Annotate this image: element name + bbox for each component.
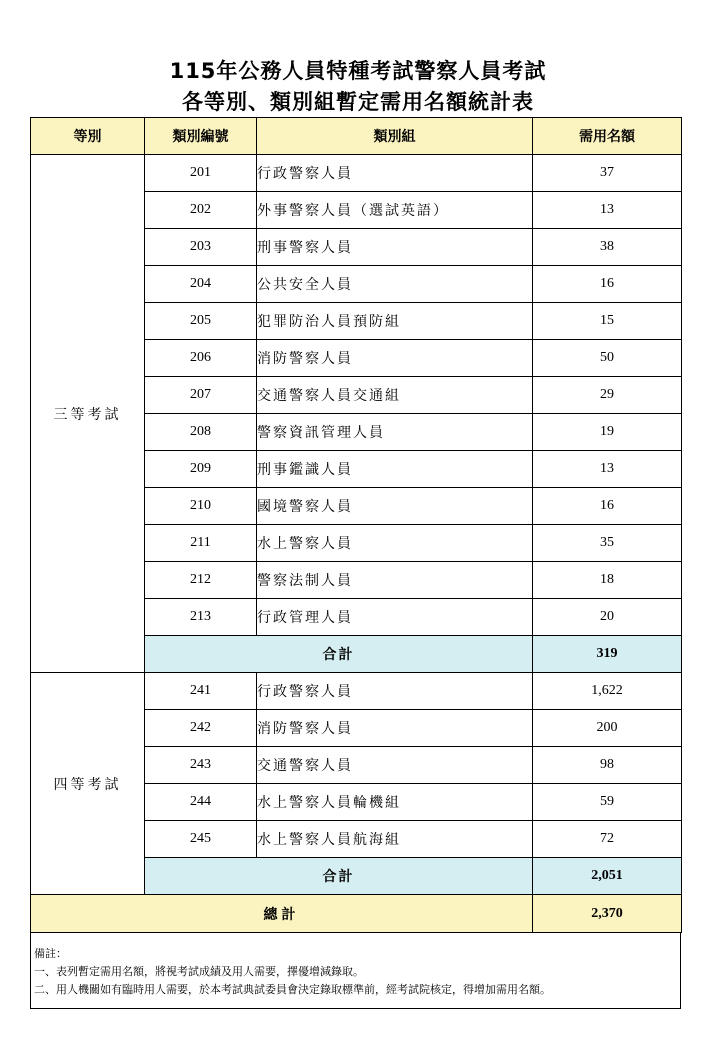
code-cell: 245 xyxy=(145,821,257,858)
code-cell: 201 xyxy=(145,155,257,192)
count-cell: 20 xyxy=(533,599,682,636)
count-cell: 98 xyxy=(533,747,682,784)
category-cell: 警察法制人員 xyxy=(257,562,533,599)
category-cell: 消防警察人員 xyxy=(257,710,533,747)
code-cell: 212 xyxy=(145,562,257,599)
notes-heading: 備註： xyxy=(34,947,67,960)
code-cell: 211 xyxy=(145,525,257,562)
code-cell: 206 xyxy=(145,340,257,377)
category-cell: 犯罪防治人員預防組 xyxy=(257,303,533,340)
count-cell: 38 xyxy=(533,229,682,266)
category-cell: 國境警察人員 xyxy=(257,488,533,525)
code-cell: 208 xyxy=(145,414,257,451)
code-cell: 207 xyxy=(145,377,257,414)
code-cell: 209 xyxy=(145,451,257,488)
category-cell: 交通警察人員 xyxy=(257,747,533,784)
table-row xyxy=(31,673,682,710)
code-cell: 213 xyxy=(145,599,257,636)
code-cell: 202 xyxy=(145,192,257,229)
category-cell: 行政警察人員 xyxy=(257,673,533,710)
count-cell: 13 xyxy=(533,451,682,488)
code-cell: 244 xyxy=(145,784,257,821)
category-cell: 消防警察人員 xyxy=(257,340,533,377)
category-cell: 行政管理人員 xyxy=(257,599,533,636)
subtotal-label: 合計 xyxy=(145,636,533,673)
category-cell: 刑事警察人員 xyxy=(257,229,533,266)
count-cell: 35 xyxy=(533,525,682,562)
notes-box xyxy=(30,933,681,1009)
count-cell: 15 xyxy=(533,303,682,340)
category-cell: 水上警察人員航海組 xyxy=(257,821,533,858)
count-cell: 72 xyxy=(533,821,682,858)
subtotal-label: 合計 xyxy=(145,858,533,895)
header-category: 類別組 xyxy=(257,118,533,155)
level-cell: 三等考試 xyxy=(31,155,145,673)
category-cell: 交通警察人員交通組 xyxy=(257,377,533,414)
total-label: 總計 xyxy=(31,895,533,933)
code-cell: 242 xyxy=(145,710,257,747)
note-item: 一、表列暫定需用名額，將視考試成績及用人需要，擇優增減錄取。 xyxy=(34,965,364,978)
count-cell: 18 xyxy=(533,562,682,599)
code-cell: 241 xyxy=(145,673,257,710)
category-cell: 公共安全人員 xyxy=(257,266,533,303)
code-cell: 243 xyxy=(145,747,257,784)
table-row xyxy=(31,155,682,192)
category-cell: 水上警察人員輪機組 xyxy=(257,784,533,821)
count-cell: 29 xyxy=(533,377,682,414)
count-cell: 13 xyxy=(533,192,682,229)
page-subtitle: 各等別、類別組暫定需用名額統計表 xyxy=(182,90,534,114)
count-cell: 200 xyxy=(533,710,682,747)
count-cell: 50 xyxy=(533,340,682,377)
subtotal-value: 2,051 xyxy=(533,858,682,895)
header-level: 等別 xyxy=(31,118,145,155)
level-cell: 四等考試 xyxy=(31,673,145,895)
quota-table xyxy=(30,117,682,933)
count-cell: 59 xyxy=(533,784,682,821)
page-title: 115年公務人員特種考試警察人員考試 xyxy=(169,59,547,83)
category-cell: 外事警察人員（選試英語） xyxy=(257,192,533,229)
code-cell: 205 xyxy=(145,303,257,340)
count-cell: 16 xyxy=(533,266,682,303)
code-cell: 204 xyxy=(145,266,257,303)
count-cell: 16 xyxy=(533,488,682,525)
count-cell: 1,622 xyxy=(533,673,682,710)
note-item: 二、用人機關如有臨時用人需要，於本考試典試委員會決定錄取標準前，經考試院核定，得增加需用名額。 xyxy=(34,983,551,996)
category-cell: 警察資訊管理人員 xyxy=(257,414,533,451)
header-row xyxy=(31,118,682,155)
category-cell: 行政警察人員 xyxy=(257,155,533,192)
count-cell: 19 xyxy=(533,414,682,451)
subtotal-value: 319 xyxy=(533,636,682,673)
header-count: 需用名額 xyxy=(533,118,682,155)
category-cell: 水上警察人員 xyxy=(257,525,533,562)
category-cell: 刑事鑑識人員 xyxy=(257,451,533,488)
code-cell: 203 xyxy=(145,229,257,266)
header-code: 類別編號 xyxy=(145,118,257,155)
count-cell: 37 xyxy=(533,155,682,192)
total-value: 2,370 xyxy=(533,895,682,933)
total-row xyxy=(31,895,682,933)
code-cell: 210 xyxy=(145,488,257,525)
